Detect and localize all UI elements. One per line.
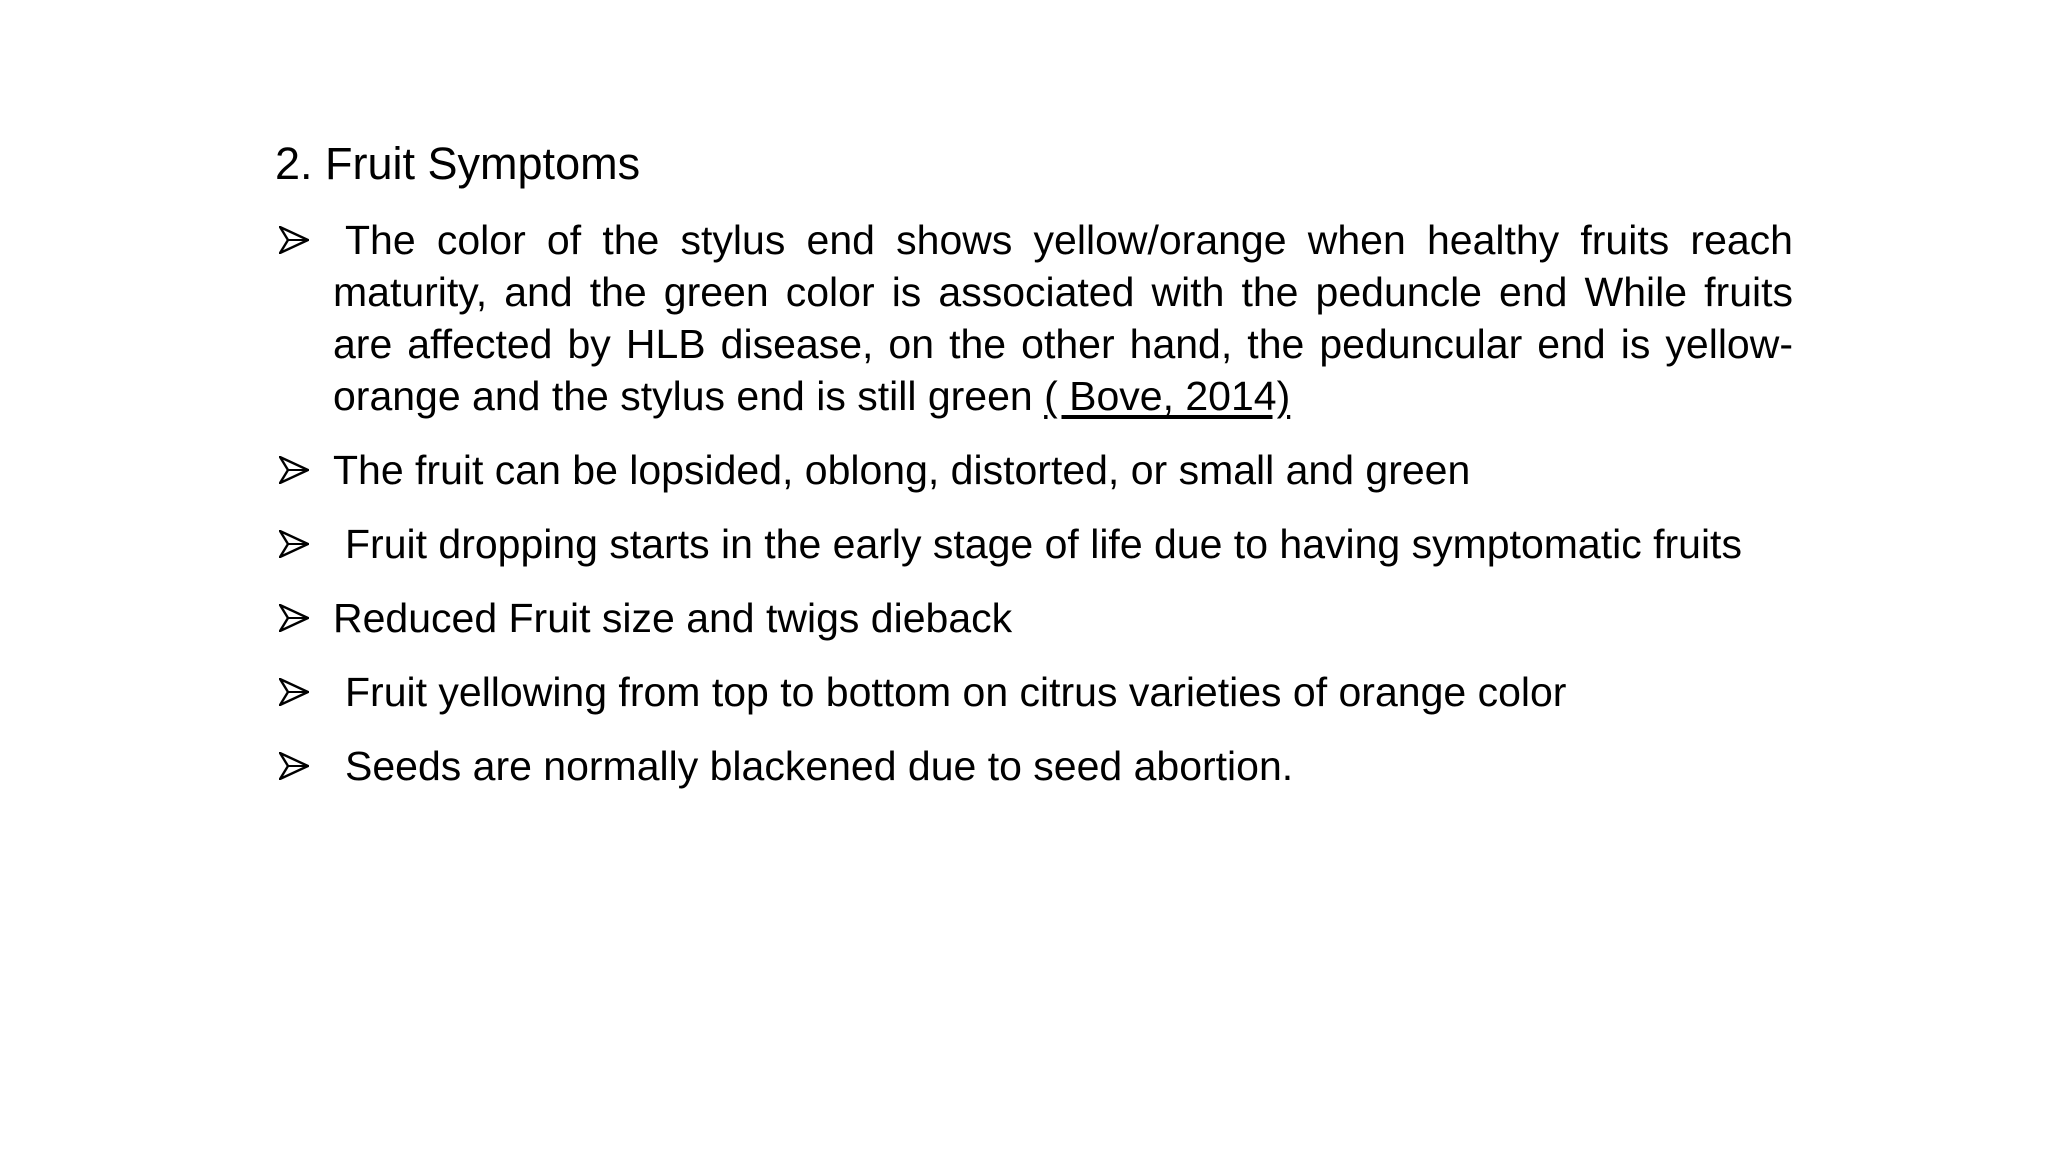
arrow-bullet-icon: [279, 678, 309, 706]
bullet-text: Fruit dropping starts in the early stage of life due to having symptomatic fruits: [345, 521, 1742, 567]
bullet-text: Fruit yellowing from top to bottom on citrus varieties of orange color: [345, 669, 1567, 715]
arrow-bullet-icon: [279, 226, 309, 254]
bullet-list: [275, 214, 1793, 814]
bullet-text: Seeds are normally blackened due to seed abortion.: [345, 743, 1294, 789]
arrow-bullet-icon: [279, 604, 309, 632]
arrow-bullet-icon: [279, 752, 309, 780]
citation-link[interactable]: ( Bove, 2014): [1044, 373, 1291, 419]
arrow-bullet-icon: [279, 530, 309, 558]
bullet-item: [275, 740, 1793, 792]
bullet-text: The color of the stylus end shows yellow/orange when healthy fruits reach maturity, and the green color is associated with the peduncle end While fruits are affected by HLB disease, on the other hand, the peduncular end is yellow-orange and the stylus end is still green: [333, 217, 1793, 419]
bullet-item: [275, 518, 1793, 570]
bullet-text: The fruit can be lopsided, oblong, distorted, or small and green: [333, 447, 1471, 493]
bullet-item: [275, 592, 1793, 644]
slide-heading: 2. Fruit Symptoms: [275, 138, 641, 189]
bullet-item: [275, 666, 1793, 718]
arrow-bullet-icon: [279, 456, 309, 484]
bullet-text: Reduced Fruit size and twigs dieback: [333, 595, 1013, 641]
bullet-item: [275, 214, 1793, 422]
bullet-item: [275, 444, 1793, 496]
